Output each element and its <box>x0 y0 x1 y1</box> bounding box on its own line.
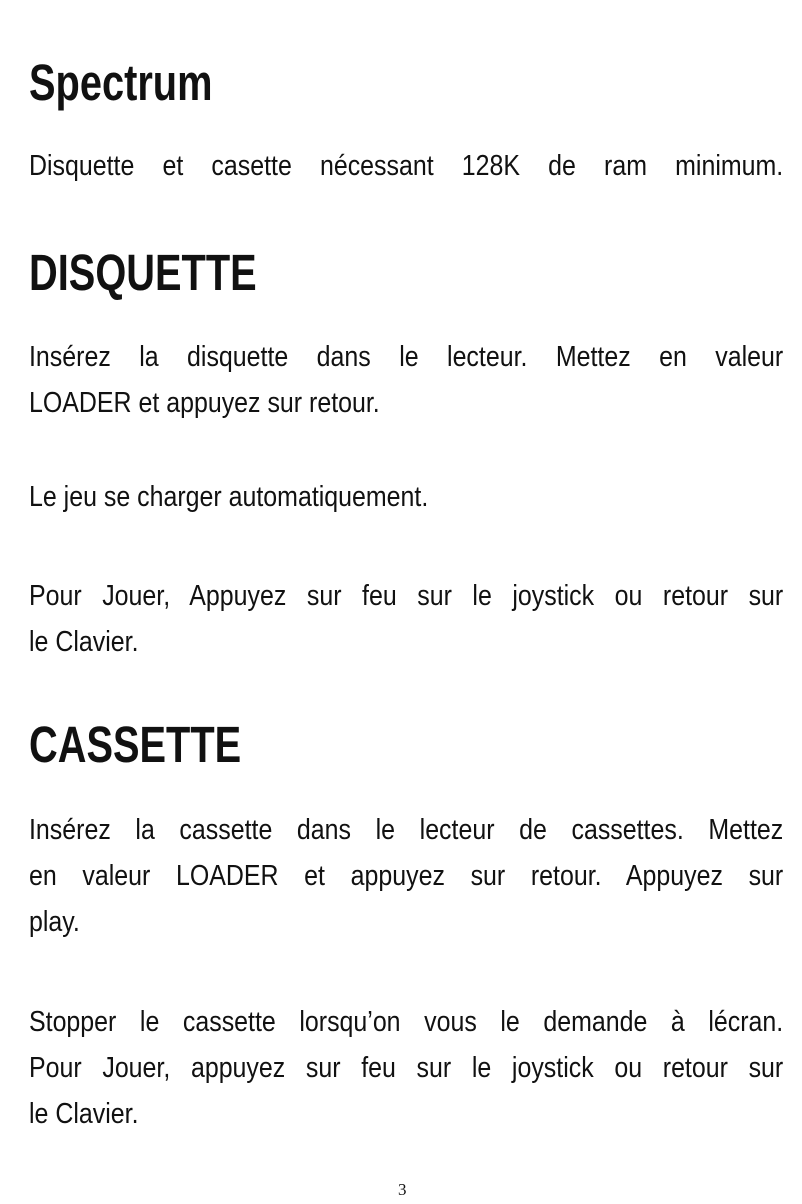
page-number: 3 <box>398 1180 407 1199</box>
text-line: play. <box>29 906 80 938</box>
disquette-heading: DISQUETTE <box>29 244 257 301</box>
text-line: Pour Jouer, appuyez sur feu sur le joystick ou retour sur <box>29 1052 784 1084</box>
text-line: LOADER et appuyez sur retour. <box>29 387 380 419</box>
text-line: Le jeu se charger automatiquement. <box>29 481 429 513</box>
page-title: Spectrum <box>29 54 213 111</box>
intro-line: Disquette et casette nécessant 128K de ram minimum. <box>29 150 784 182</box>
cassette-paragraph-1 <box>29 807 783 945</box>
disquette-paragraph-1 <box>29 334 783 426</box>
intro-paragraph <box>29 143 783 189</box>
text-line: Insérez la cassette dans le lecteur de cassettes. Mettez <box>29 814 784 846</box>
text-line: le Clavier. <box>29 626 139 658</box>
disquette-paragraph-2 <box>29 474 783 520</box>
text-line: le Clavier. <box>29 1098 139 1130</box>
cassette-heading: CASSETTE <box>29 716 242 773</box>
disquette-paragraph-3 <box>29 573 783 665</box>
text-line: Stopper le cassette lorsqu’on vous le demande à lécran. <box>29 1006 784 1038</box>
cassette-paragraph-2 <box>29 999 783 1137</box>
text-line: Insérez la disquette dans le lecteur. Mettez en valeur <box>29 341 784 373</box>
text-line: en valeur LOADER et appuyez sur retour. Appuyez sur <box>29 860 784 892</box>
text-line: Pour Jouer, Appuyez sur feu sur le joystick ou retour sur <box>29 580 784 612</box>
